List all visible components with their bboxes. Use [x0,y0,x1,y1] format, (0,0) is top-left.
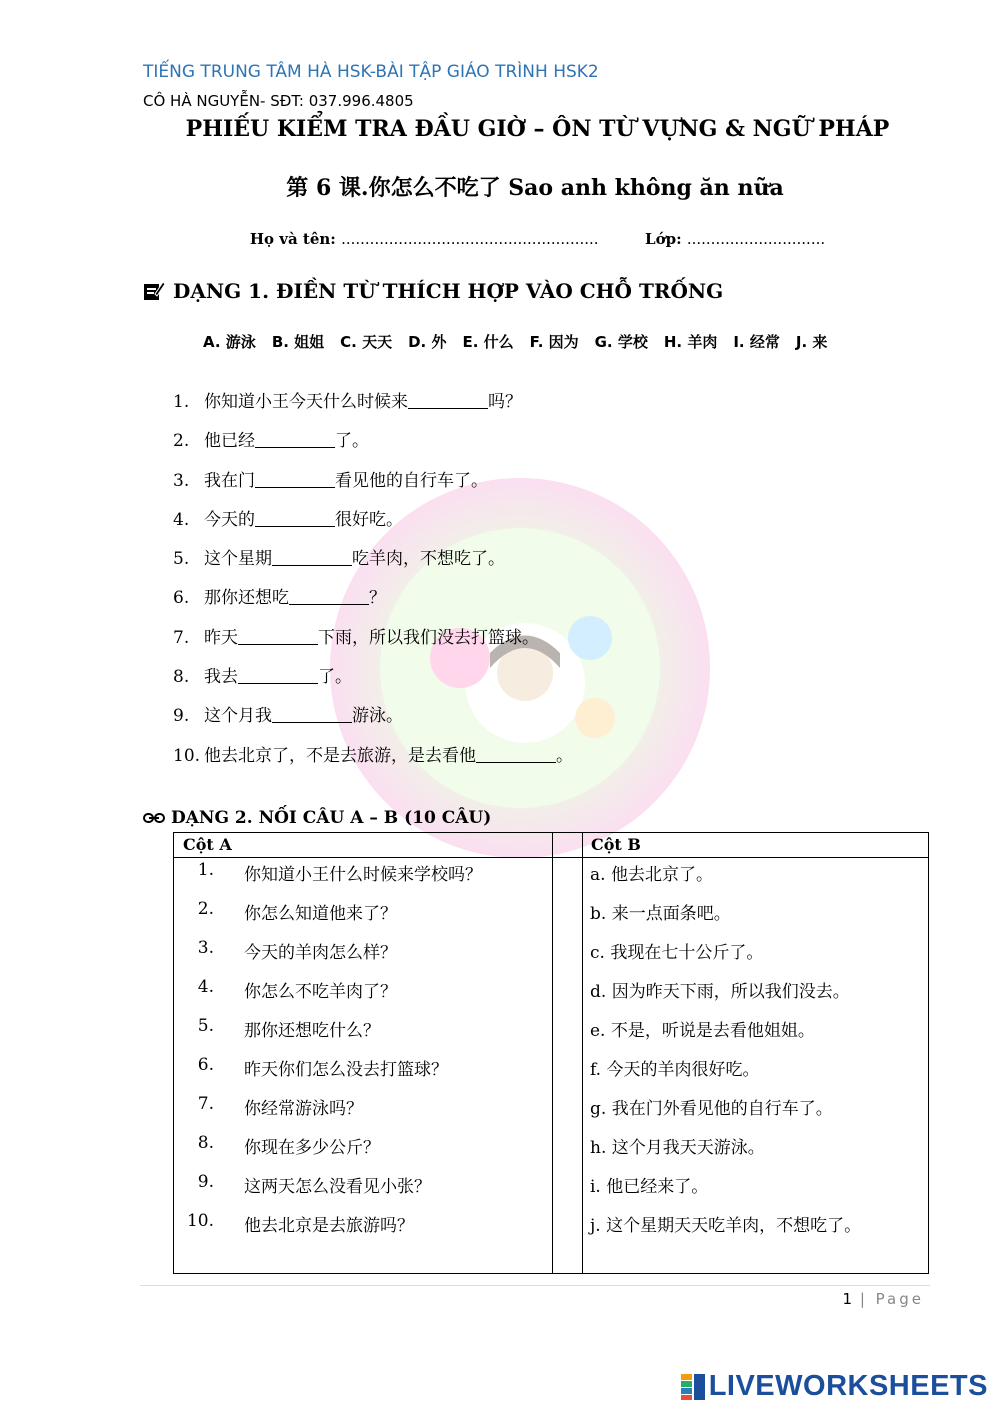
option-b: B. 姐姐 [271,333,325,351]
question-item: 9. 这个月我 游泳。 [173,702,573,741]
column-b-header: Cột B [591,835,641,854]
class-label: Lớp: [645,230,682,248]
question-item: 7. 昨天 下雨，所以我们没去打篮球。 [173,624,573,663]
option-f: F. 因为 [529,333,579,351]
question-item: 3. 我在门 看见他的自行车了。 [173,467,573,506]
answer-blank[interactable] [272,545,352,566]
question-item: 6. 那你还想吃 ？ [173,584,573,623]
teacher-contact: CÔ HÀ NGUYỄN- SĐT: 037.996.4805 [143,92,414,110]
column-b-row: c. 我现在七十公斤了。 [590,943,764,963]
column-a-row: 2. 你怎么知道他来了？ [197,899,397,924]
question-item: 8. 我去 了。 [173,663,573,702]
option-c: C. 天天 [340,333,393,351]
column-a-row: 4. 你怎么不吃羊肉了？ [197,977,397,1002]
word-options [203,331,827,352]
school-header: TIẾNG TRUNG TÂM HÀ HSK-BÀI TẬP GIÁO TRÌNH HSK2 [143,62,599,82]
answer-blank[interactable] [289,584,369,605]
column-a-header: Cột A [183,835,232,854]
question-item: 5. 这个星期 吃羊肉，不想吃了。 [173,545,573,584]
column-a-row: 1. 你知道小王什么时候来学校吗？ [197,860,482,885]
column-a-row: 5. 那你还想吃什么？ [197,1016,380,1041]
brand-text: LIVEWORKSHEETS [708,1370,988,1402]
answer-blank[interactable] [238,663,318,684]
column-b-row: e. 不是，听说是去看他姐姐。 [590,1021,815,1041]
column-a-row: 3. 今天的羊肉怎么样？ [197,938,397,963]
section-2-heading [143,808,491,828]
column-a-row: 9. 这两天怎么没看见小张？ [197,1172,431,1197]
column-b-row: d. 因为昨天下雨，所以我们没去。 [590,982,850,1002]
question-item: 10. 他去北京了，不是去旅游，是去看他 。 [173,742,573,781]
fill-blank-questions [173,388,573,781]
column-b-row: f. 今天的羊肉很好吃。 [590,1060,760,1080]
column-b-row: b. 来一点面条吧。 [590,904,731,924]
answer-blank[interactable] [272,702,352,723]
question-item: 1. 你知道小王今天什么时候来 吗？ [173,388,573,427]
column-b-row: j. 这个星期天天吃羊肉，不想吃了。 [590,1216,862,1236]
class-field[interactable]: ............................. [686,230,826,248]
column-a-row: 8. 你现在多少公斤？ [197,1133,380,1158]
column-b-row: a. 他去北京了。 [590,865,713,885]
column-a-row: 10. 他去北京是去旅游吗？ [186,1211,414,1236]
option-g: G. 学校 [594,333,648,351]
answer-blank[interactable] [255,467,335,488]
answer-blank[interactable] [408,388,488,409]
column-a-row: 7. 你经常游泳吗？ [197,1094,363,1119]
column-a-row: 6. 昨天你们怎么没去打篮球？ [197,1055,448,1080]
lesson-title: 第 6 课.你怎么不吃了 Sao anh không ăn nữa [286,175,784,201]
column-b-row: h. 这个月我天天游泳。 [590,1138,765,1158]
question-item: 2. 他已经 了。 [173,427,573,466]
page-number: 1 | Page [842,1290,924,1308]
liveworksheets-logo[interactable] [681,1370,988,1403]
answer-blank[interactable] [255,506,335,527]
column-b-row: i. 他已经来了。 [590,1177,709,1197]
question-item: 4. 今天的 很好吃。 [173,506,573,545]
link-icon [143,813,165,823]
name-field[interactable]: ...................................................... [341,230,599,248]
section-1-heading [143,279,723,303]
option-i: I. 经常 [733,333,780,351]
option-j: J. 来 [795,333,828,351]
matching-table [173,832,929,1274]
section-1-title: DẠNG 1. ĐIỀN TỪ THÍCH HỢP VÀO CHỖ TRỐNG [173,279,724,303]
liveworksheets-icon [681,1374,705,1400]
footer-divider [140,1285,930,1286]
student-info-fields [0,230,1000,248]
answer-blank[interactable] [476,742,556,763]
option-e: E. 什么 [462,333,514,351]
column-b-row: g. 我在门外看见他的自行车了。 [590,1099,833,1119]
answer-blank[interactable] [238,624,318,645]
option-d: D. 外 [408,333,447,351]
page-title: PHIẾU KIỂM TRA ĐẦU GIỜ – ÔN TỪ VỰNG & NGỮ PHÁP [185,116,890,142]
pencil-note-icon [143,280,165,302]
answer-blank[interactable] [255,427,335,448]
section-2-title: DẠNG 2. NỐI CÂU A – B (10 CÂU) [171,808,492,828]
option-h: H. 羊肉 [663,333,718,351]
name-label: Họ và tên: [249,230,336,248]
option-a: A. 游泳 [203,333,256,351]
